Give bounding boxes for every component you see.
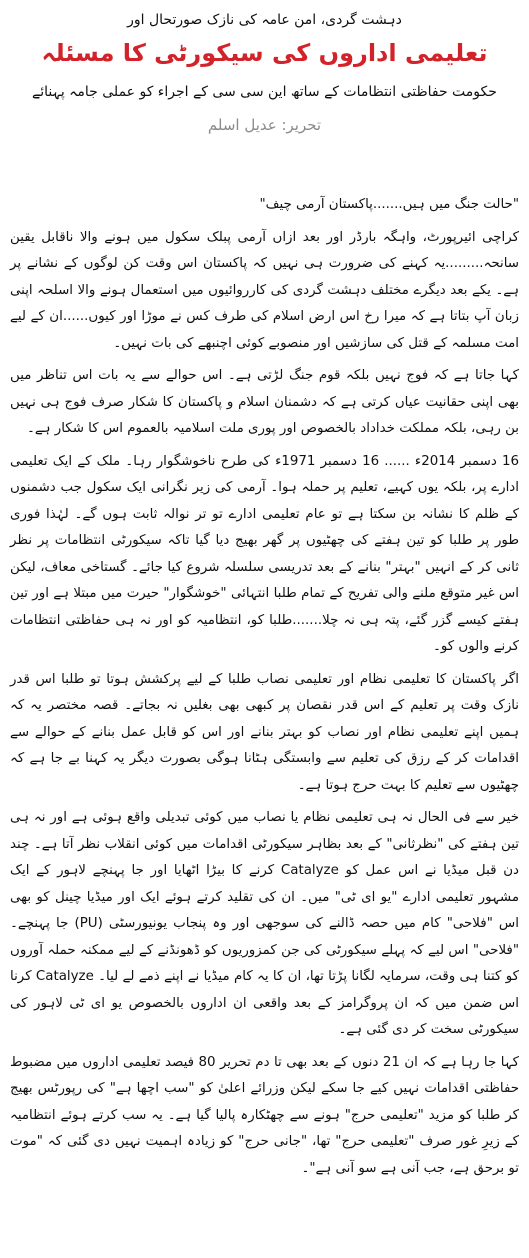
paragraph-1: کراچی ائیرپورٹ، واہگہ بارڈر اور بعد ازاں آرمی پبلک سکول میں ہونے والا ناقابل یقین سانحہ.........یہ کہنے کی ضرورت ہی نہیں کہ پاکستان اس وقت کن لوگوں کے نشانے پر ہے۔ یکے بعد دیگرے مختلف دہشت گردی کی کارروائیوں میں استعمال ہونے والا اسلحہ اپنی زبان آپ بتاتا ہے کہ میرا رخ اس ارض اسلام کی طرف کس نے موڑا اور کیوں......ان کے لیے امت مسلمہ کے قتل کی سازشیں اور منصوبے کوئی اچنبھے کی بات نہیں۔ — [10, 229, 519, 351]
opening-quote: "حالت جنگ میں ہیں.......پاکستان آرمی چیف" — [259, 197, 519, 212]
paragraph-5: خیر سے فی الحال نہ ہی تعلیمی نظام یا نصاب میں کوئی تبدیلی واقع ہوئی ہے اور نہ ہی تین ہفتے کی "نظرثانی" کے بعد بظاہر سیکورٹی اقدامات میں کوئی انقلاب نظر آتا ہے۔ چند دن قبل میڈیا نے اس عمل کو Catalyze کرنے کا بیڑا اٹھایا اور جا پہنچے لاہور کے ایک مشہور تعلیمی ادارے "یو ای ٹی" میں۔ ان کی تقلید کرتے ہوئے ایک اور میڈیا چینل کو بھی اس "فلاحی" کام میں حصہ ڈالنے کی سوجھی اور وہ پنجاب یونیورسٹی (PU) جا پہنچے۔ "فلاحی" اس لیے کہ پہلے سیکورٹی کی جن کمزوریوں کو ڈھونڈنے کے لیے ممکنہ حملہ آوروں کو کتنا ہی وقت، سرمایہ لگانا پڑتا تھا، ان کا یہ کام میڈیا نے اپنے ذمے لے لیا۔ Catalyze کرنا اس ضمن میں کہ ان پروگرامز کے بعد واقعی ان اداروں بالخصوص یو ای ٹی لاہور کی سیکورٹی سخت کر دی گئی ہے۔ — [10, 810, 520, 1037]
paragraph-4: اگر پاکستان کا تعلیمی نظام اور تعلیمی نصاب طلبا کے لیے پرکشش ہوتا تو طلبا اس قدر نازک وقت پر تعلیم کے اس قدر نقصان پر کبھی بھی بغلیں نہ بجاتے۔ قصہ مختصر یہ کہ ہمیں اپنے تعلیمی نظام اور نصاب کو بہتر بنانے اور اس کو قابل عمل بنانے کے حوالے سے اقدامات کر کے رزق کی تعلیم سے وابستگی ہٹانا ہوگی بصورت دیگر یہ کہنا بے جا ہے کہ چھٹیوں سے تعلیم کا بہت حرج ہوتا ہے۔ — [10, 671, 519, 793]
article-body — [10, 192, 519, 1182]
article-subheading: حکومت حفاظتی انتظامات کے ساتھ این سی سی کے اجراء کو عملی جامہ پہنائے — [32, 84, 497, 100]
article-header — [10, 10, 519, 136]
kicker-line: دہشت گردی، امن عامہ کی نازک صورتحال اور — [127, 12, 402, 28]
paragraph-3: 16 دسمبر 2014ء ...... 16 دسمبر 1971ء کی طرح ناخوشگوار رہا۔ ملک کے ایک تعلیمی ادارے پر، بلکہ یوں کہیے، تعلیم پر حملہ ہوا۔ آرمی کی زیر نگرانی ایک سکول جب دشمنوں کے ظلم کا نشانہ بن سکتا ہے تو عام تعلیمی ادارے تو تر نوالہ ثابت ہوں گے۔ لہٰذا فوری طور پر طلبا کو تین ہفتے کی چھٹیوں پر گھر بھیج دیا گیا تاکہ سیکورٹی انتظامات پر نظر ثانی کر کے انہیں "بہتر" بنانے کے بعد تدریسی سلسلہ شروع کیا جائے۔ گستاخی معاف، لیکن اس غیر متوقع ملنے والی تفریح کے تمام طلبا انتہائی "خوشگوار" حیرت میں مبتلا ہے اور تین ہفتے کیسے گزر گئے، پتہ ہی نہ چلا.......طلبا کو، انتظامیہ کو اور نہ ہی حفاظتی انتظامات کرنے والوں کو۔ — [10, 453, 519, 654]
paragraph-6: کہا جا رہا ہے کہ ان 21 دنوں کے بعد بھی تا دم تحریر 80 فیصد تعلیمی اداروں میں مضبوط حفاظتی اقدامات نہیں کیے جا سکے لیکن وزرائے اعلیٰ کو "سب اچھا ہے" کی رپورٹس بھیج کر طلبا کو مزید "تعلیمی حرج" ہونے سے چھٹکارہ پالیا گیا ہے۔ یہ سب کرتے ہوئے انتظامیہ کے زیرِ غور صرف "تعلیمی حرج" تھا، "جانی حرج" کو زیادہ اہمیت نہیں دی گئی کہ "موت تو برحق ہے، جب آنی ہے سو آنی ہے"۔ — [10, 1054, 519, 1176]
article-headline: تعلیمی اداروں کی سیکورٹی کا مسئلہ — [41, 39, 488, 67]
paragraph-2: کہا جاتا ہے کہ فوج نہیں بلکہ قوم جنگ لڑتی ہے۔ اس حوالے سے یہ بات اس تناظر میں بھی اپنی حقانیت عیاں کرتی ہے کہ دشمنان اسلام و پاکستان کا شکار صرف فوج ہی نہیں بن رہی، بلکہ مملکت خداداد بالخصوص اور پوری ملت اسلامیہ بالعموم اس کا شکار ہے۔ — [10, 368, 519, 436]
author-byline: تحریر: عدیل اسلم — [207, 116, 322, 134]
